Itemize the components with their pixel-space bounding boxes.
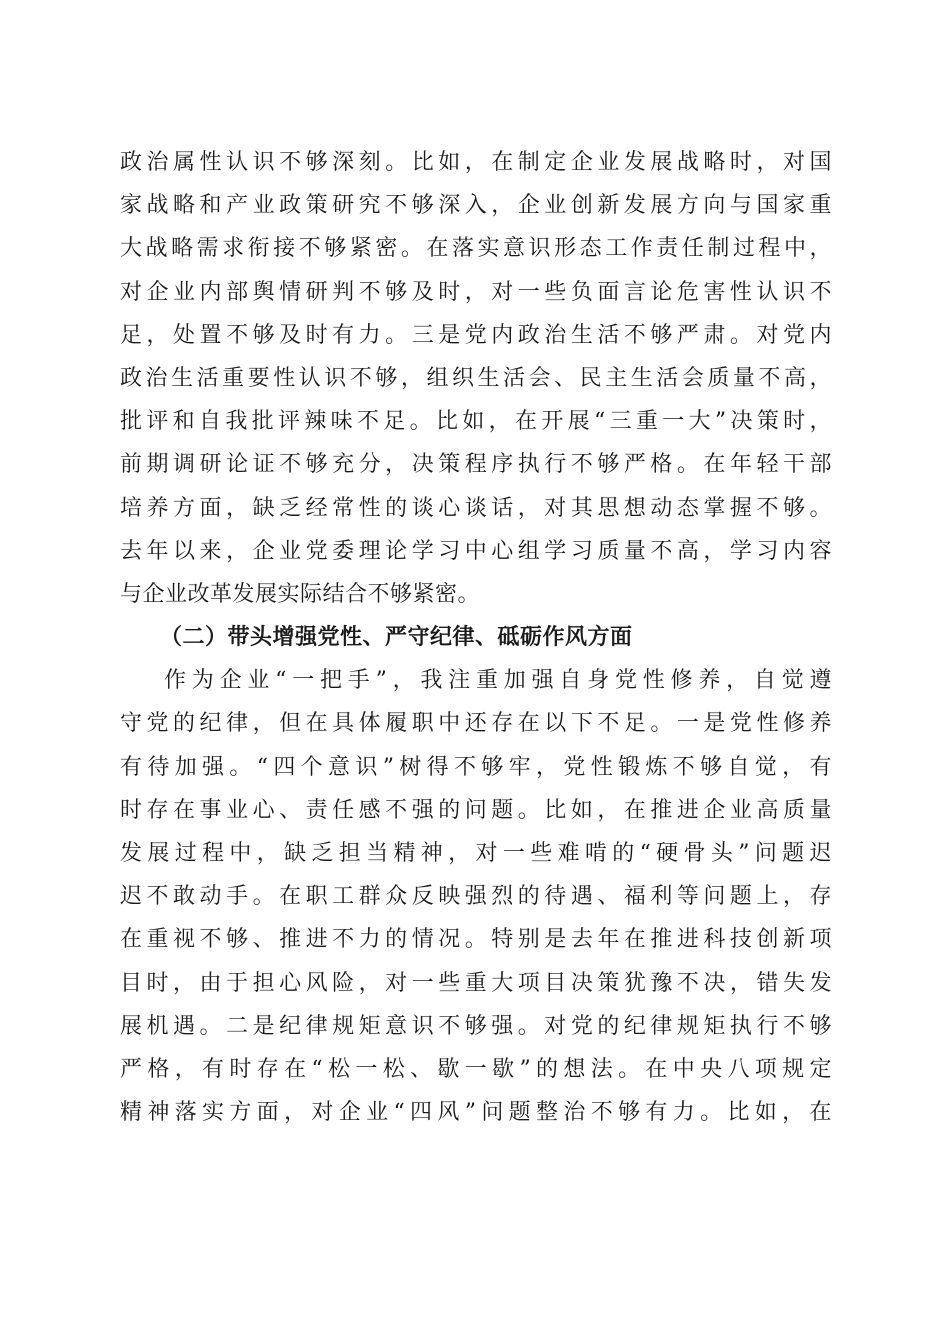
text-line: 足，处置不够及时有力。三是党内政治生活不够严肃。对党内	[120, 322, 832, 348]
text-line: 对企业内部舆情研判不够及时，对一些负面言论危害性认识不	[120, 279, 832, 305]
text-line: 时存在事业心、责任感不强的问题。比如，在推进企业高质量	[120, 797, 832, 823]
text-line: 批评和自我批评辣味不足。比如，在开展“三重一大”决策时，	[120, 409, 832, 435]
text-line: 前期调研论证不够充分，决策程序执行不够严格。在年轻干部	[120, 452, 832, 478]
text-line: 政治属性认识不够深刻。比如，在制定企业发展战略时，对国	[120, 150, 832, 175]
text-line: 作为企业“一把手”，我注重加强自身党性修养，自觉遵	[164, 668, 832, 694]
text-line: 在重视不够、推进不力的情况。特别是去年在推进科技创新项	[120, 927, 832, 953]
text-line: 与企业改革发展实际结合不够紧密。	[120, 581, 481, 607]
text-line: 大战略需求衔接不够紧密。在落实意识形态工作责任制过程中，	[120, 236, 832, 262]
paragraph-2	[120, 659, 832, 1134]
text-line: 有待加强。“四个意识”树得不够牢，党性锻炼不够自觉，有	[120, 754, 832, 780]
text-line: 精神落实方面，对企业“四风”问题整治不够有力。比如，在	[120, 1100, 832, 1126]
section-heading: （二）带头增强党性、严守纪律、砥砺作风方面	[160, 624, 633, 651]
text-line: 严格，有时存在“松一松、歇一歇”的想法。在中央八项规定	[120, 1056, 832, 1082]
text-line: 政治生活重要性认识不够，组织生活会、民主生活会质量不高，	[120, 365, 832, 391]
document-body	[120, 141, 832, 1134]
text-line: 发展过程中，缺乏担当精神，对一些难啃的“硬骨头”问题迟	[120, 841, 832, 866]
text-line: 去年以来，企业党委理论学习中心组学习质量不高，学习内容	[120, 538, 832, 564]
paragraph-1	[120, 141, 832, 616]
text-line: 目时，由于担心风险，对一些重大项目决策犹豫不决，错失发	[120, 970, 832, 996]
text-line: 守党的纪律，但在具体履职中还存在以下不足。一是党性修养	[120, 711, 832, 737]
text-line: 家战略和产业政策研究不够深入，企业创新发展方向与国家重	[120, 193, 832, 219]
text-line: 迟不敢动手。在职工群众反映强烈的待遇、福利等问题上，存	[120, 884, 832, 910]
text-line: 培养方面，缺乏经常性的谈心谈话，对其思想动态掌握不够。	[120, 495, 832, 521]
text-line: 展机遇。二是纪律规矩意识不够强。对党的纪律规矩执行不够	[120, 1013, 832, 1039]
